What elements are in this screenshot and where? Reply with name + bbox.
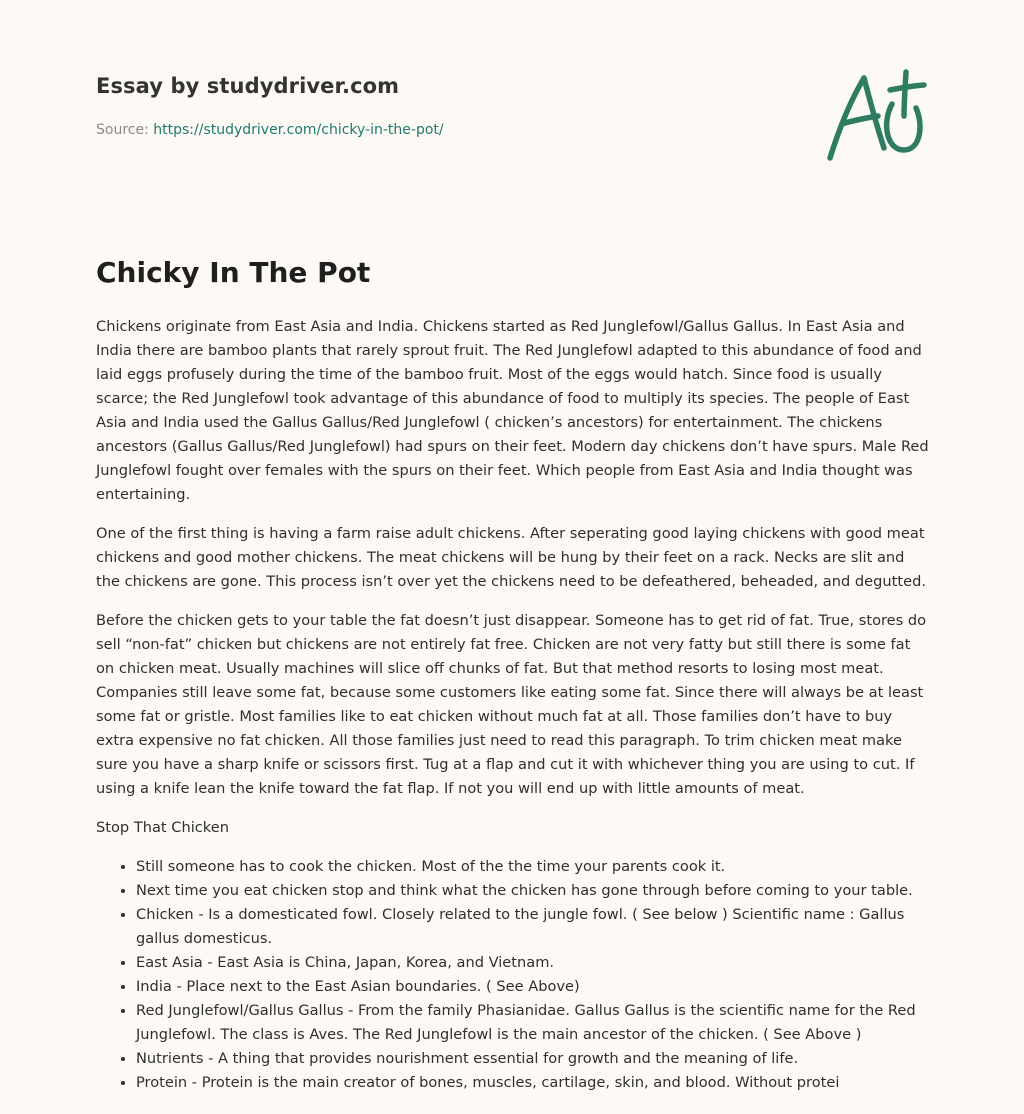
- essay-body: [96, 315, 932, 1095]
- list-item: • Next time you eat chicken stop and think what the chicken has gone through before coming to your table.: [136, 879, 932, 903]
- source-link[interactable]: https://studydriver.com/chicky-in-the-pot/: [153, 122, 444, 138]
- list-item: • East Asia - East Asia is China, Japan, Korea, and Vietnam.: [136, 951, 932, 975]
- list-item: • Chicken - Is a domesticated fowl. Closely related to the jungle fowl. ( See below ) Scientific name : Gallus gallus domesticus.: [136, 903, 932, 951]
- a-plus-logo: [820, 66, 930, 166]
- list-item: • Red Junglefowl/Gallus Gallus - From the family Phasianidae. Gallus Gallus is the scientific name for the Red Junglefowl. The class is Aves. The Red Junglefowl is the main ancestor of the chicken. ( See Above ): [136, 999, 932, 1047]
- paragraph-origin: Chickens originate from East Asia and India. Chickens started as Red Junglefowl/Gallus Gallus. In East Asia and India there are bamboo plants that rarely sprout fruit. The Red Junglefowl adapted to this abundance of food and laid eggs profusely during the time of the bamboo fruit. Most of the eggs would hatch. Since food is usually scarce; the Red Junglefowl took advantage of this abundance of food to multiply its species. The people of East Asia and India used the Gallus Gallus/Red Junglefowl ( chicken’s ancestors) for entertainment. The chickens ancestors (Gallus Gallus/Red Junglefowl) had spurs on their feet. Modern day chickens don’t have spurs. Male Red Junglefowl fought over females with the spurs on their feet. Which people from East Asia and India thought was entertaining.: [96, 318, 929, 503]
- list-item: • Protein - Protein is the main creator of bones, muscles, cartilage, skin, and blood. Without protei: [136, 1071, 932, 1095]
- page-header: [96, 74, 796, 138]
- section-heading: Stop That Chicken: [96, 819, 229, 836]
- source-label: Source:: [96, 122, 154, 138]
- list-item: • Still someone has to cook the chicken. Most of the the time your parents cook it.: [136, 855, 932, 879]
- page-title: Chicky In The Pot: [96, 256, 371, 289]
- source-line: [96, 122, 796, 138]
- list-item: • India - Place next to the East Asian boundaries. ( See Above): [136, 975, 932, 999]
- paragraph-fat: Before the chicken gets to your table the fat doesn’t just disappear. Someone has to get rid of fat. True, stores do sell “non-fat” chicken but chickens are not entirely fat free. Chicken are not very fatty but still there is some fat on chicken meat. Usually machines will slice off chunks of fat. But that method resorts to losing most meat. Companies still leave some fat, because some customers like eating some fat. Since there will always be at least some fat or gristle. Most families like to eat chicken without much fat at all. Those families don’t have to buy extra expensive no fat chicken. All those families just need to read this paragraph. To trim chicken meat make sure you have a sharp knife or scissors first. Tug at a flap and cut it with whichever thing you are using to cut. If using a knife lean the knife toward the fat flap. If not you will end up with little amounts of meat.: [96, 612, 927, 797]
- list-item: • Nutrients - A thing that provides nourishment essential for growth and the meaning of life.: [136, 1047, 932, 1071]
- definition-list: [96, 855, 932, 1095]
- brand-title: Essay by studydriver.com: [96, 74, 400, 98]
- paragraph-farm: One of the first thing is having a farm raise adult chickens. After seperating good laying chickens with good meat chickens and good mother chickens. The meat chickens will be hung by their feet on a rack. Necks are slit and the chickens are gone. This process isn’t over yet the chickens need to be defeathered, beheaded, and degutted.: [96, 525, 926, 590]
